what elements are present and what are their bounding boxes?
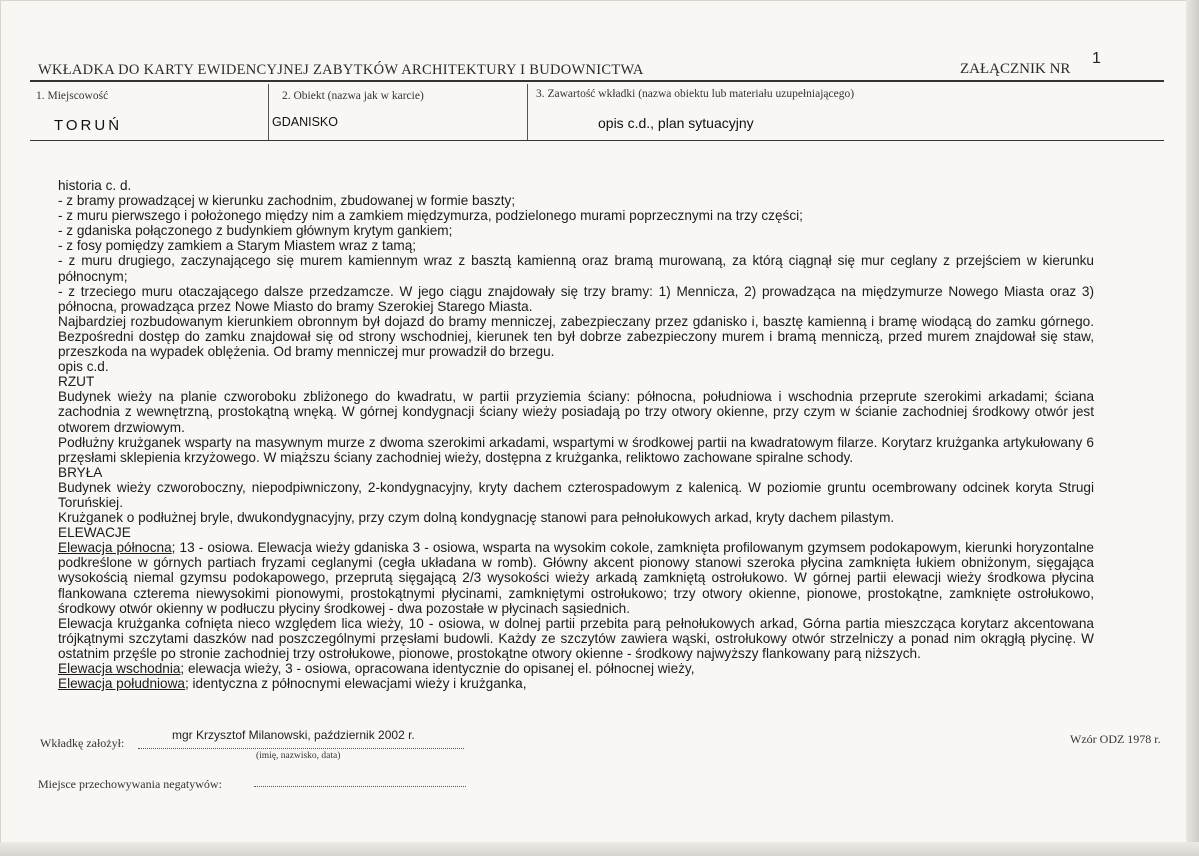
text-line: Krużganek o podłużnej bryle, dwukondygnacyjny, przy czym dolną kondygnację stanowi para pełnołukowych arkad, kryty dachem pilastym.	[58, 510, 895, 526]
north-elevation-text: ; 13 - osiowa. Elewacja wieży gdaniska 3 - osiowa, wsparta na wysokim cokole, zamknięta profilowanym gzymsem podokapowym, kierunki horyzontalne podkreślone w górnych partiach fryzami ceglanymi (cegła układana w romb). Główny akcent pionowy stanowi szeroka płycina zamknięta łukiem obniżonym, sięgająca wysokością niemal gzymsu podokapowego, przeprutą sięgającą 2/3 wysokości wieży arkadą zamkniętą ostrołukowo. W górnej partii elewacji wieży środkowa płycina flankowana czterema niewysokimi pionowymi, prostokątnymi płycinami, zamkniętymi ostrołukowo; trzy otwory okienne, pionowe, prostokątne, zamknięte ostrołukowo, środkowy otwór okienny w podłuczu płyciny środkowej - dwa pozostałe w płycinach sąsiednich.	[58, 540, 1094, 616]
inserted-by-label: Wkładkę założył:	[40, 736, 125, 750]
east-elevation-text: ; elewacja wieży, 3 - osiowa, opracowana identycznie do opisanej el. północnej wieży,	[180, 661, 695, 676]
description-text	[58, 178, 1094, 691]
section-heading: ELEWACJE	[58, 525, 131, 541]
south-elevation-label: Elewacja południowa	[58, 676, 185, 692]
text-line: - z trzeciego muru otaczającego dalsze przedzamcze. W jego ciągu znajdowały się trzy bramy: 1) Mennicza, 2) prowadząca na międzymurze Nowego Miasta oraz 3) północna, prowadząca przez Nowe Miasto do bramy Szerokiej Starego Miasta.	[58, 283, 1094, 314]
text-line: - z muru drugiego, zaczynającego się murem kamiennym wraz z basztą kamienną oraz bramą murowaną, za którą ciągnął się mur ceglany z przejściem w kierunku północnym;	[58, 253, 1094, 284]
south-elevation-paragraph	[58, 676, 1094, 691]
north-elevation-label: Elewacja północna	[58, 540, 172, 556]
negatives-line	[254, 786, 466, 787]
text-line: - z muru pierwszego i położonego między nim a zamkiem międzymurza, podzielonego murami poprzecznymi na trzy części;	[58, 208, 803, 224]
negatives-label: Miejsce przechowywania negatywów:	[38, 777, 222, 791]
text-line: Elewacja krużganka cofnięta nieco względem lica wieży, 10 - osiowa, w dolnej partii przebita parą pełnołukowych arkad, Górna partia mieszcząca korytarz akcentowana trójkątnymi szczytami daszków nad poszczególnymi przęsłami budowli. Każdy ze szczytów zawiera wąski, ostrołukowy otwór strzelniczy a ponad nim okrągłą płycinę. W ostatnim przęśle po stronie zachodniej trzy ostrołukowe, pionowe, prostokątne otwory okienne - środkowy najwyższy flankowany parą niższych.	[58, 615, 1094, 661]
header-rule	[30, 80, 1164, 82]
annex-number: 1	[1092, 50, 1101, 67]
annex-label: ZAŁĄCZNIK NR	[960, 61, 1071, 77]
text-line: - z bramy prowadzącej w kierunku zachodnim, zbudowanej w formie baszty;	[58, 193, 516, 209]
section-heading: RZUT	[58, 374, 95, 390]
inserted-by-hint: (imię, nazwisko, data)	[256, 751, 341, 761]
text-line: historia c. d.	[58, 178, 132, 193]
text-line: Najbardziej rozbudowanym kierunkiem obronnym był dojazd do bramy menniczej, zabezpieczany przez gdanisko i, basztę kamienną i bramę wiodącą do zamku górnego. Bezpośredni dostęp do zamku znajdował się od strony wschodniej, kierunek ten był dobrze zabezpieczony murem i bramą menniczą, przed murem znajdował się staw, przeszkoda na wypadek oblężenia. Od bramy menniczej mur prowadził do brzegu.	[58, 313, 1094, 360]
inserted-by-value: mgr Krzysztof Milanowski, październik 2002 r.	[172, 728, 415, 742]
text-line: Budynek wieży na planie czworoboku zbliżonego do kwadratu, w partii przyziemia ściany: północna, południowa i wschodnia przeprute szerokimi arkadami; ściana zachodnia z wewnętrzną, prostokątną wnęką. W górnej kondygnacji ściany wieży posiadają po trzy otwory okienne, przy czym w ścianie zachodniej środkowy otwór jest otworem drzwiowym.	[58, 389, 1094, 435]
form-title: WKŁADKA DO KARTY EWIDENCYJNEJ ZABYTKÓW ARCHITEKTURY I BUDOWNICTWA	[38, 62, 644, 78]
text-line: opis c.d.	[58, 359, 109, 375]
east-elevation-label: Elewacja wschodnia	[58, 661, 181, 676]
east-elevation-paragraph	[58, 661, 1094, 676]
section-heading: BRYŁA	[58, 464, 103, 480]
text-line: - z gdaniska połączonego z budynkiem głównym krytym gankiem;	[58, 223, 453, 239]
content-label: 3. Zawartość wkładki (nazwa obiektu lub materiału uzupełniającego)	[536, 88, 855, 100]
north-elevation-paragraph	[58, 540, 1094, 615]
scan-edge-right	[1186, 0, 1199, 856]
form-model: Wzór ODZ 1978 r.	[1070, 732, 1161, 746]
signature-line	[138, 748, 464, 749]
text-line: - z fosy pomiędzy zamkiem a Starym Miastem wraz z tamą;	[58, 238, 417, 254]
text-line: Podłużny krużganek wsparty na masywnym murze z dwoma szerokimi arkadami, wspartymi w środkowej partii na kwadratowym filarze. Korytarz krużganka artykułowany 6 przęsłami sklepienia krzyżowego. W miąższu ściany zachodniej wieży, dostępna z krużganka, reliktowo zachowane spiralne schody.	[58, 434, 1094, 465]
content-value: opis c.d., plan sytuacyjny	[598, 115, 754, 131]
field-divider	[527, 84, 528, 140]
object-value: GDANISKO	[272, 115, 338, 129]
south-elevation-text: ; identyczna z północnymi elewacjami wieży i krużganka,	[184, 676, 527, 692]
locality-label: 1. Miejscowość	[36, 90, 109, 102]
object-label: 2. Obiekt (nazwa jak w karcie)	[282, 90, 424, 102]
text-line: Budynek wieży czworoboczny, niepodpiwniczony, 2-kondygnacyjny, kryty dachem czterospadowym z kalenicą. W poziomie gruntu ocembrowany odcinek koryta Strugi Toruńskiej.	[58, 479, 1094, 510]
scan-edge-bottom	[0, 842, 1199, 856]
field-divider	[268, 84, 269, 140]
locality-value: TORUŃ	[54, 117, 123, 134]
